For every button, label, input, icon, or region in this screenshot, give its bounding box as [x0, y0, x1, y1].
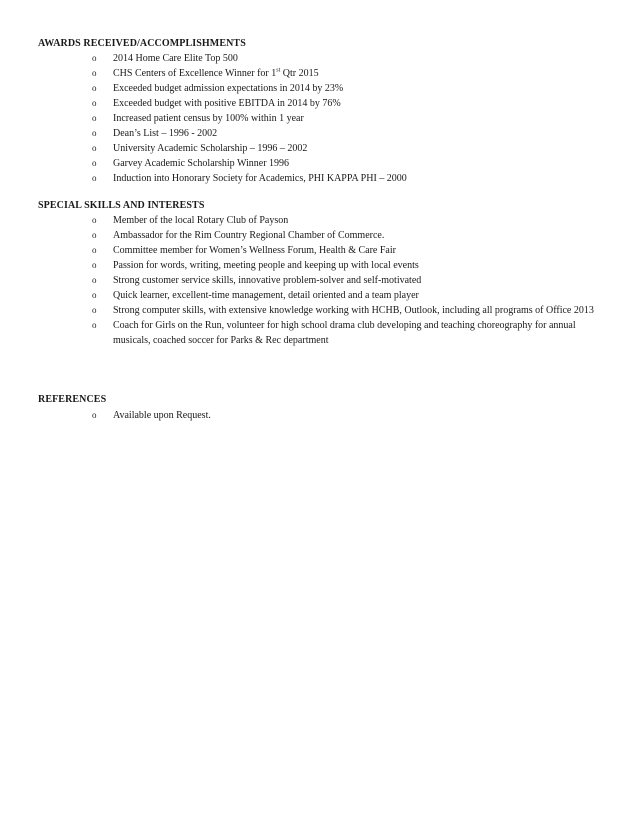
- awards-list: [0, 51, 638, 186]
- list-item-text: Coach for Girls on the Run, volunteer for high school drama club developing and teaching choreography for annual musicals, coached soccer for Parks & Rec department: [113, 320, 576, 346]
- bullet-icon: o: [92, 410, 97, 420]
- list-item-text: Garvey Academic Scholarship Winner 1996: [113, 158, 290, 169]
- list-item-text: Committee member for Women’s Wellness Forum, Health & Care Fair: [113, 245, 396, 256]
- list-item-text: Strong customer service skills, innovative problem-solver and self-motivated: [113, 275, 422, 286]
- references-heading: REFERENCES: [38, 394, 107, 405]
- bullet-icon: o: [92, 143, 97, 153]
- list-item: [0, 111, 638, 126]
- bullet-icon: o: [92, 260, 97, 270]
- list-item-text: Exceeded budget admission expectations in 2014 by 23%: [113, 83, 344, 94]
- bullet-icon: o: [92, 290, 97, 300]
- list-item-text: Increased patient census by 100% within 1 year: [113, 113, 304, 124]
- list-item: [0, 141, 638, 156]
- list-item-text: Ambassador for the Rim Country Regional Chamber of Commerce.: [113, 230, 385, 241]
- bullet-icon: o: [92, 230, 97, 240]
- list-item: [0, 408, 638, 423]
- bullet-icon: o: [92, 113, 97, 123]
- list-item-text: Available upon Request.: [113, 410, 211, 421]
- list-item-text: Exceeded budget with positive EBITDA in 2014 by 76%: [113, 98, 341, 109]
- list-item-text: Induction into Honorary Society for Academics, PHI KAPPA PHI – 2000: [113, 173, 407, 184]
- list-item: [0, 243, 638, 258]
- list-item: [0, 273, 638, 288]
- list-item: [0, 171, 638, 186]
- bullet-icon: o: [92, 275, 97, 285]
- list-item-text: Dean’s List – 1996 - 2002: [113, 128, 218, 139]
- list-item: [0, 126, 638, 141]
- list-item: [0, 81, 638, 96]
- references-list: [0, 408, 638, 423]
- list-item: [0, 288, 638, 303]
- list-item-text: University Academic Scholarship – 1996 – 2002: [113, 143, 308, 154]
- bullet-icon: o: [92, 215, 97, 225]
- skills-heading: SPECIAL SKILLS AND INTERESTS: [38, 200, 205, 211]
- list-item-text: Quick learner, excellent-time management, detail oriented and a team player: [113, 290, 419, 301]
- bullet-icon: o: [92, 245, 97, 255]
- bullet-icon: o: [92, 305, 97, 315]
- bullet-icon: o: [92, 98, 97, 108]
- awards-heading: AWARDS RECEIVED/ACCOMPLISHMENTS: [38, 38, 246, 49]
- list-item: [0, 213, 638, 228]
- list-item: [0, 51, 638, 66]
- list-item-text: Passion for words, writing, meeting people and keeping up with local events: [113, 260, 419, 271]
- bullet-icon: o: [92, 173, 97, 183]
- list-item: [0, 66, 638, 81]
- bullet-icon: o: [92, 158, 97, 168]
- list-item-text: Member of the local Rotary Club of Payson: [113, 215, 289, 226]
- bullet-icon: o: [92, 68, 97, 78]
- list-item-text: Strong computer skills, with extensive knowledge working with HCHB, Outlook, including all programs of Office 2013: [113, 305, 594, 316]
- bullet-icon: o: [92, 83, 97, 93]
- list-item-text: 2014 Home Care Elite Top 500: [113, 53, 238, 64]
- list-item: [0, 318, 638, 348]
- list-item: [0, 96, 638, 111]
- skills-list: [0, 213, 638, 348]
- bullet-icon: o: [92, 53, 97, 63]
- list-item: [0, 156, 638, 171]
- list-item: [0, 258, 638, 273]
- list-item: [0, 228, 638, 243]
- list-item-text: CHS Centers of Excellence Winner for 1st Qtr 2015: [113, 67, 319, 79]
- bullet-icon: o: [92, 128, 97, 138]
- bullet-icon: o: [92, 320, 97, 330]
- list-item: [0, 303, 638, 318]
- superscript: st: [276, 67, 281, 74]
